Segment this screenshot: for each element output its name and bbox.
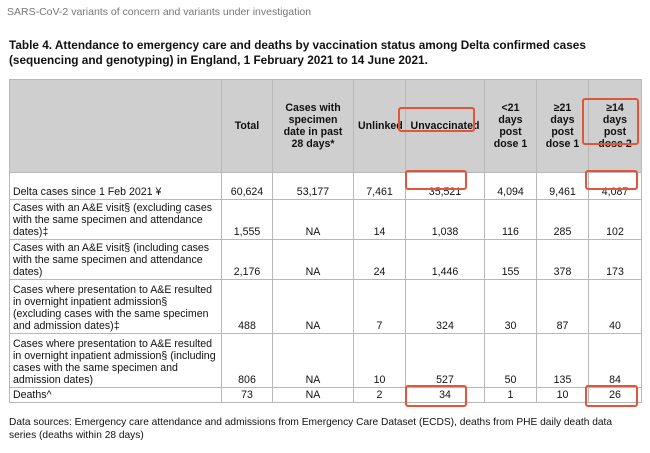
cell-unlinked: 10 bbox=[354, 334, 406, 388]
cell-total: 60,624 bbox=[222, 173, 273, 200]
cell-unvaccinated: 1,446 bbox=[406, 240, 485, 280]
cell-lt21-post-dose1: 155 bbox=[485, 240, 537, 280]
cell-unvaccinated: 35,521 bbox=[406, 173, 485, 200]
table-row bbox=[10, 280, 642, 334]
row-label: Cases where presentation to A&E resulted in overnight inpatient admission§ (including cases with the same specimen and admission dates) bbox=[10, 334, 222, 388]
cell-lt21-post-dose1: 116 bbox=[485, 200, 537, 240]
cell-total: 73 bbox=[222, 388, 273, 403]
cell-unlinked: 14 bbox=[354, 200, 406, 240]
cell-unlinked: 7,461 bbox=[354, 173, 406, 200]
table-row bbox=[10, 240, 642, 280]
cell-unvaccinated: 34 bbox=[406, 388, 485, 403]
cell-ge21-post-dose1: 10 bbox=[537, 388, 589, 403]
cell-ge21-post-dose1: 285 bbox=[537, 200, 589, 240]
table-row bbox=[10, 200, 642, 240]
cell-lt21-post-dose1: 1 bbox=[485, 388, 537, 403]
cell-total: 488 bbox=[222, 280, 273, 334]
row-label: Delta cases since 1 Feb 2021 ¥ bbox=[10, 173, 222, 200]
cell-total: 806 bbox=[222, 334, 273, 388]
vaccination-status-table bbox=[9, 79, 642, 403]
cell-past-28-days: NA bbox=[273, 280, 354, 334]
cell-lt21-post-dose1: 30 bbox=[485, 280, 537, 334]
cell-unvaccinated: 527 bbox=[406, 334, 485, 388]
cell-past-28-days: 53,177 bbox=[273, 173, 354, 200]
cell-unlinked: 24 bbox=[354, 240, 406, 280]
cell-ge21-post-dose1: 135 bbox=[537, 334, 589, 388]
cell-past-28-days: NA bbox=[273, 388, 354, 403]
cell-unvaccinated: 324 bbox=[406, 280, 485, 334]
cell-ge21-post-dose1: 9,461 bbox=[537, 173, 589, 200]
cell-unlinked: 2 bbox=[354, 388, 406, 403]
table-row bbox=[10, 173, 642, 200]
cell-ge14-post-dose2: 84 bbox=[589, 334, 642, 388]
header-unlinked: Unlinked bbox=[354, 80, 406, 173]
cell-ge21-post-dose1: 87 bbox=[537, 280, 589, 334]
cell-lt21-post-dose1: 4,094 bbox=[485, 173, 537, 200]
table-header-row bbox=[10, 80, 642, 173]
table-caption: Table 4. Attendance to emergency care and deaths by vaccination status among Delta confirmed cases (sequencing and genotyping) in England, 1 February 2021 to 14 June 2021. bbox=[9, 38, 586, 67]
cell-total: 2,176 bbox=[222, 240, 273, 280]
cell-ge14-post-dose2: 26 bbox=[589, 388, 642, 403]
cell-ge21-post-dose1: 378 bbox=[537, 240, 589, 280]
row-label: Deaths^ bbox=[10, 388, 222, 403]
table-row bbox=[10, 334, 642, 388]
running-header: SARS-CoV-2 variants of concern and variants under investigation bbox=[7, 6, 312, 18]
cell-ge14-post-dose2: 40 bbox=[589, 280, 642, 334]
cell-ge14-post-dose2: 4,087 bbox=[589, 173, 642, 200]
row-label: Cases where presentation to A&E resulted in overnight inpatient admission§ (excluding cases with the same specimen and admission dates)‡ bbox=[10, 280, 222, 334]
data-sources-note: Data sources: Emergency care attendance and admissions from Emergency Care Dataset (ECDS), deaths from PHE daily death data series (deaths within 28 days) bbox=[9, 417, 613, 441]
header-lt21-post-dose1: <21 days post dose 1 bbox=[485, 80, 537, 173]
cell-past-28-days: NA bbox=[273, 240, 354, 280]
header-ge14-post-dose2: ≥14 days post dose 2 bbox=[589, 80, 642, 173]
cell-unvaccinated: 1,038 bbox=[406, 200, 485, 240]
cell-lt21-post-dose1: 50 bbox=[485, 334, 537, 388]
cell-past-28-days: NA bbox=[273, 334, 354, 388]
cell-unlinked: 7 bbox=[354, 280, 406, 334]
row-label: Cases with an A&E visit§ (excluding cases with the same specimen and attendance dates)‡ bbox=[10, 200, 222, 240]
header-unvaccinated: Unvaccinated bbox=[406, 80, 485, 173]
cell-ge14-post-dose2: 173 bbox=[589, 240, 642, 280]
header-ge21-post-dose1: ≥21 days post dose 1 bbox=[537, 80, 589, 173]
table-row bbox=[10, 388, 642, 403]
cell-total: 1,555 bbox=[222, 200, 273, 240]
header-past-28-days: Cases with specimen date in past 28 days* bbox=[273, 80, 354, 173]
cell-past-28-days: NA bbox=[273, 200, 354, 240]
row-label: Cases with an A&E visit§ (including cases with the same specimen and attendance dates) bbox=[10, 240, 222, 280]
cell-ge14-post-dose2: 102 bbox=[589, 200, 642, 240]
header-blank bbox=[10, 80, 222, 173]
header-total: Total bbox=[222, 80, 273, 173]
